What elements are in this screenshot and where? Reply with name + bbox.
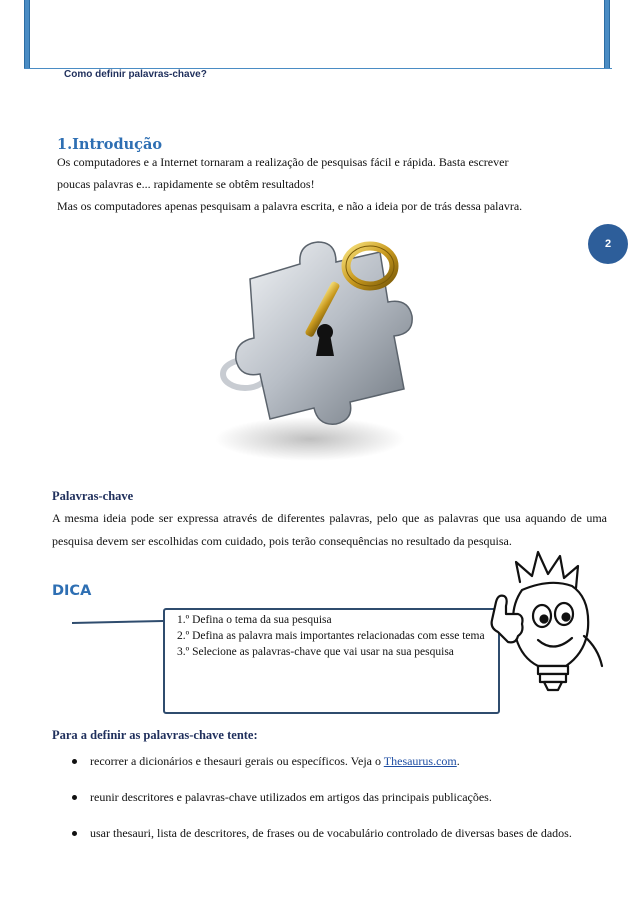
intro-line: poucas palavras e... rapidamente se obtêm resultados! bbox=[57, 177, 315, 191]
tip-text-end: . bbox=[456, 754, 460, 768]
tip-item: 3.º Selecione as palavras-chave que vai usar na sua pesquisa bbox=[177, 646, 454, 658]
puzzle-key-illustration bbox=[190, 224, 440, 474]
introduction-heading: 1.Introdução bbox=[57, 136, 163, 153]
document-header-title: Como definir palavras-chave? bbox=[64, 69, 207, 80]
introduction-text bbox=[57, 151, 602, 217]
header-frame-left-bar bbox=[24, 0, 30, 68]
lightbulb-thumbs-up-icon bbox=[480, 540, 615, 705]
list-item bbox=[70, 786, 610, 808]
list-item bbox=[70, 750, 610, 772]
intro-line: Os computadores e a Internet tornaram a realização de pesquisas fácil e rápida. Basta escrever bbox=[57, 155, 509, 169]
dica-tip-box bbox=[163, 608, 500, 714]
tips-list bbox=[70, 750, 610, 858]
keywords-text: A mesma ideia pode ser expressa através de diferentes palavras, pelo que as palavras que usa aquando de uma pesquisa devem ser escolhidas com cuidado, pois terão consequências no resultado da pesquisa. bbox=[52, 511, 607, 548]
dica-title: DICA bbox=[52, 583, 92, 599]
thesaurus-link[interactable]: Thesaurus.com bbox=[383, 754, 457, 768]
bullet-icon bbox=[72, 831, 77, 836]
tip-item: 1.º Defina o tema da sua pesquisa bbox=[177, 614, 332, 626]
bullet-icon bbox=[72, 795, 77, 800]
page-number-badge: 2 bbox=[588, 224, 628, 264]
header-frame-right-bar bbox=[604, 0, 610, 68]
intro-line: Mas os computadores apenas pesquisam a palavra escrita, e não a ideia por de trás dessa palavra. bbox=[57, 199, 523, 213]
list-item bbox=[70, 822, 610, 844]
header-frame bbox=[24, 0, 612, 69]
keywords-heading: Palavras-chave bbox=[52, 489, 134, 503]
bullet-icon bbox=[72, 759, 77, 764]
tip-text: usar thesauri, lista de descritores, de frases ou de vocabulário controlado de diversas bases de dados. bbox=[90, 826, 572, 840]
tip-text: recorrer a dicionários e thesauri gerais ou específicos. Veja o bbox=[90, 754, 384, 768]
tips-heading: Para a definir as palavras-chave tente: bbox=[52, 728, 258, 742]
tip-text: reunir descritores e palavras-chave utilizados em artigos das principais publicações. bbox=[90, 790, 492, 804]
dica-connector-line bbox=[72, 613, 167, 633]
tip-item: 2.º Defina as palavra mais importantes relacionadas com esse tema bbox=[177, 630, 485, 642]
